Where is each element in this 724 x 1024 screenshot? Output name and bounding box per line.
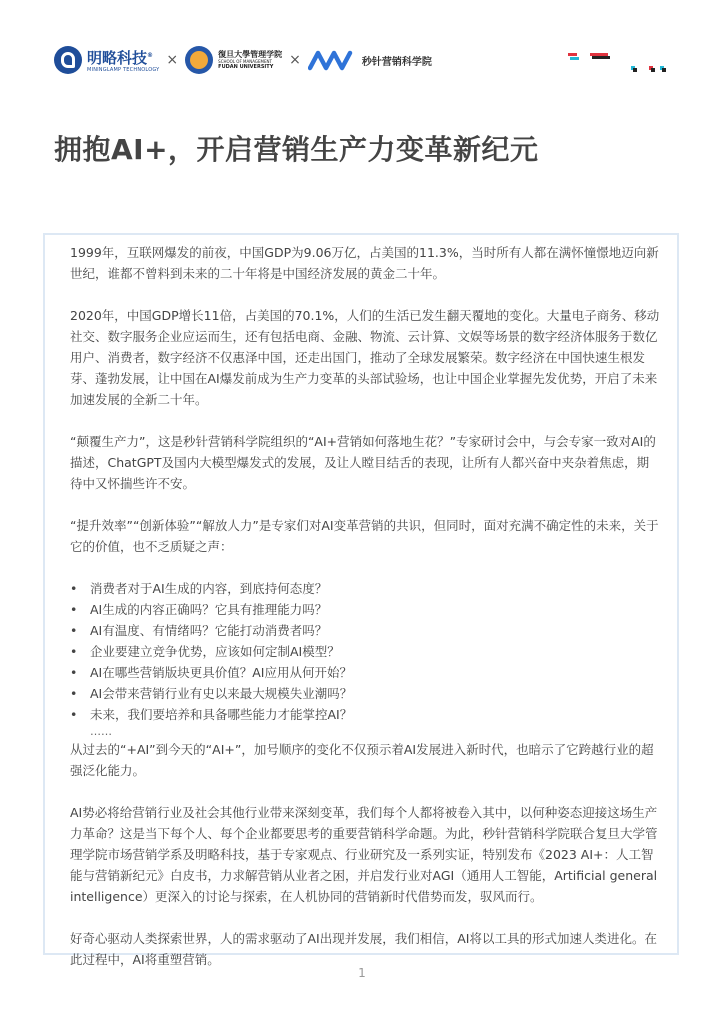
mininglamp-name: 明略科技® (87, 48, 154, 67)
deco-dot (651, 68, 655, 72)
list-item: • 企业要建立竞争优势，应该如何定制AI模型？ (70, 641, 660, 662)
fudan-university-name: FUDAN UNIVERSITY (218, 64, 274, 70)
miaozhen-mark-icon (308, 49, 354, 71)
paragraph-whitepaper: AI势必将给营销行业及社会其他行业带来深刻变革，我们每个人都将被卷入其中，以何种姿态迎接这场生产力革命？这是当下每个人、每个企业都要思考的重要营销科学命题。为此，秒针营销科学院联合复旦大学管理学院市场营销学系及明略科技，基于专家观点、行业研究及一系列实证，特别发布《2023 AI+：人工智能与营销新纪元》白皮书，力求解营销从业者之困，并启发行业对AGI（通用人工智能，Artificial general intelligence）更深入的讨论与探索，在人机协同的营销新时代借势而发，驭风而行。 (70, 805, 658, 904)
cross-separator: × (166, 52, 179, 68)
deco-dot (662, 68, 666, 72)
miaozhen-name: 秒针营销科学院 (361, 56, 432, 68)
logo-bar (54, 40, 432, 80)
content-body (70, 242, 660, 970)
miaozhen-logo (308, 49, 432, 71)
list-item: • AI在哪些营销版块更具价值？AI应用从何开始？ (70, 662, 660, 683)
list-item: • AI生成的内容正确吗？它具有推理能力吗？ (70, 599, 660, 620)
deco-dot (649, 66, 653, 70)
paragraph-1999: 1999年，互联网爆发的前夜，中国GDP为9.06万亿，占美国的11.3%，当时所有人都在满怀憧憬地迈向新世纪，谁都不曾料到未来的二十年将是中国经济发展的黄金二十年。 (70, 245, 659, 281)
paragraph-plus-order: 从过去的“+AI”到今天的“AI+”，加号顺序的变化不仅预示着AI发展进入新时代，也暗示了它跨越行业的超强泛化能力。 (70, 742, 654, 778)
deco-dot (660, 66, 664, 70)
paragraph-2020: 2020年，中国GDP增长11倍，占美国的70.1%，人们的生活已发生翻天覆地的变化。大量电子商务、移动社交、数字服务企业应运而生，还有包括电商、金融、物流、云计算、文娱等场景的数字经济体服务于数亿用户、消费者，数字经济不仅惠泽中国，还走出国门，推动了全球发展繁荣。数字经济在中国快速生根发芽、蓬勃发展，让中国在AI爆发前成为生产力变革的头部试验场，也让中国企业掌握先发优势，开启了未来加速发展的全新二十年。 (70, 308, 660, 407)
paragraph-consensus: “提升效率”“创新体验”“解放人力”是专家们对AI变革营销的共识，但同时，面对充满不确定性的未来，关于它的价值，也不乏质疑之声： (70, 518, 659, 554)
question-list (70, 578, 660, 725)
list-item: • 消费者对于AI生成的内容，到底持何态度？ (70, 578, 660, 599)
list-item: • AI会带来营销行业有史以来最大规模失业潮吗？ (70, 683, 660, 704)
page-number: 1 (358, 966, 366, 980)
list-item: • AI有温度、有情绪吗？它能打动消费者吗？ (70, 620, 660, 641)
deco-dash (570, 57, 579, 60)
deco-dash (592, 56, 610, 59)
paragraph-disruption: “颠覆生产力”，这是秒针营销科学院组织的“AI+营销如何落地生花？”专家研讨会中，与会专家一致对AI的描述，ChatGPT及国内大模型爆发式的发展，及让人瞠目结舌的表现，让所有人都兴奋中夹杂着焦虑，期待中又怀揣些许不安。 (70, 434, 656, 491)
deco-dot (631, 66, 635, 70)
page-title: 拥抱AI+，开启营销生产力变革新纪元 (54, 133, 539, 166)
mininglamp-en-name: MININGLAMP TECHNOLOGY (87, 66, 160, 73)
deco-dash (568, 53, 577, 56)
fudan-school-name: SCHOOL OF MANAGEMENT (218, 59, 272, 64)
deco-dot (633, 68, 637, 72)
list-item: • 未来，我们要培养和具备哪些能力才能掌控AI？ (70, 704, 660, 725)
fudan-cn-name: 復旦大學管理学院 (218, 49, 283, 59)
mininglamp-mark-icon (54, 46, 82, 74)
list-ellipsis: …… (90, 725, 112, 738)
fudan-seal-icon (185, 46, 213, 74)
paragraph-curiosity: 好奇心驱动人类探索世界，人的需求驱动了AI出现并发展，我们相信，AI将以工具的形式加速人类进化。在此过程中，AI将重塑营销。 (70, 931, 657, 967)
deco-dash (590, 53, 608, 56)
cross-separator: × (289, 52, 301, 68)
fudan-logo (185, 46, 282, 74)
mininglamp-logo (54, 46, 159, 74)
